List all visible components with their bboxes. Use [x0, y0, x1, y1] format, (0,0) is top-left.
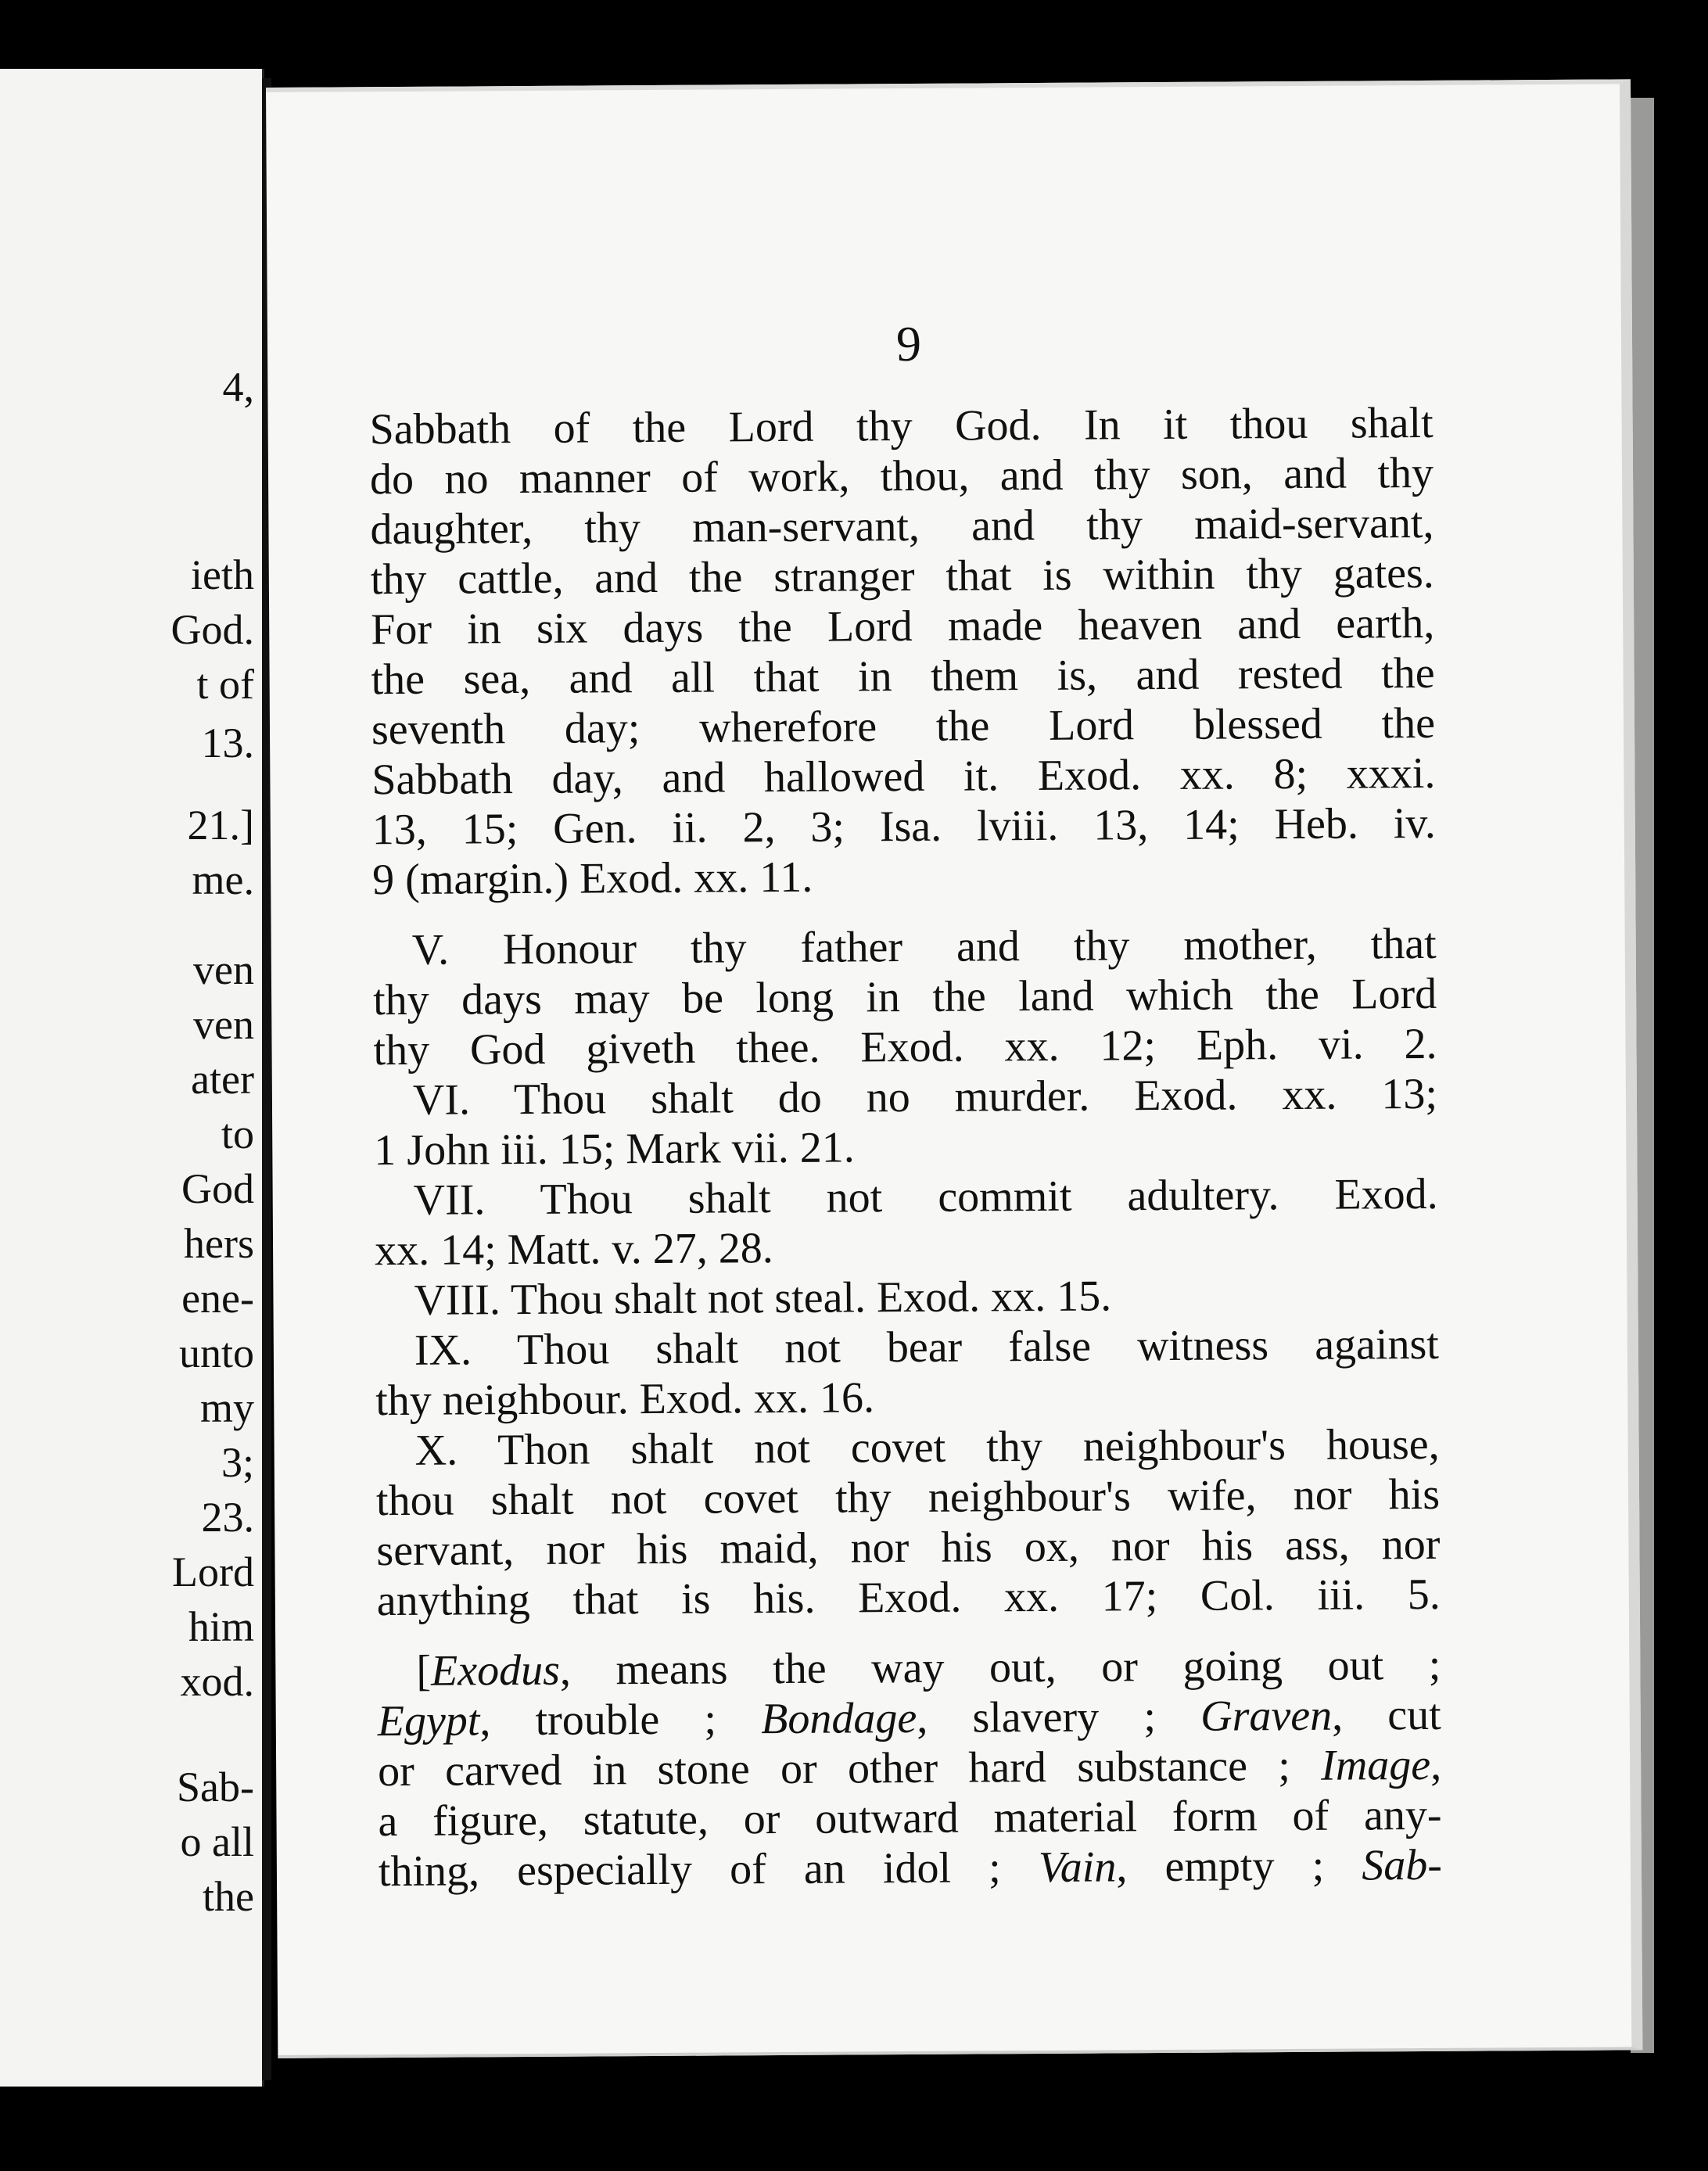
text-line: do no manner of work, thou, and thy son, and thy: [369, 448, 1434, 504]
page-number: 9: [895, 315, 922, 372]
paragraph-commandment-6: [374, 1069, 1438, 1175]
left-fragment: 3;: [221, 1439, 254, 1486]
text-line: xx. 14; Matt. v. 27, 28.: [374, 1224, 773, 1276]
glossary-line: or carved in stone or other hard substance ; Image,: [377, 1740, 1442, 1796]
left-fragment: ater: [191, 1056, 254, 1103]
text-line: thy cattle, and the stranger that is within thy gates.: [370, 548, 1435, 605]
left-fragment: him: [188, 1603, 254, 1650]
glossary-term: Sab-: [1362, 1840, 1443, 1890]
text-line: Sabbath of the Lord thy God. In it thou shalt: [369, 398, 1434, 454]
left-fragment: ene-: [181, 1275, 254, 1322]
text-line: thy God giveth thee. Exod. xx. 12; Eph. vi. 2.: [373, 1019, 1437, 1075]
paragraph-commandment-9: [375, 1319, 1440, 1426]
glossary-term: Vain: [1038, 1843, 1117, 1893]
glossary-line: a figure, statute, or outward material form of any-: [378, 1790, 1442, 1846]
left-fragment: 23.: [201, 1494, 254, 1541]
paragraph-sabbath-continued: [369, 398, 1436, 905]
facing-page-fragment: [0, 69, 264, 2087]
left-fragment: o all: [180, 1818, 254, 1865]
left-fragment: t of: [196, 661, 254, 708]
left-fragment: ieth: [191, 551, 254, 598]
left-fragment: unto: [178, 1330, 254, 1376]
paragraph-commandment-10: [375, 1419, 1441, 1626]
text-line: VIII. Thou shalt not steal. Exod. xx. 15.: [414, 1272, 1112, 1325]
text-line: VI. Thou shalt do no murder. Exod. xx. 13;: [412, 1069, 1438, 1125]
left-fragment: me.: [192, 856, 254, 903]
left-fragment: xod.: [180, 1658, 254, 1705]
text-line: IX. Thou shalt not bear false witness against: [414, 1319, 1440, 1375]
glossary-line: thing, especially of an idol ; Vain, empty ; Sab-: [378, 1840, 1443, 1896]
glossary-line: [Exodus, means the way out, or going out ;: [416, 1640, 1441, 1696]
left-fragment: to: [221, 1111, 254, 1157]
text-line: the sea, and all that in them is, and rested the: [371, 648, 1435, 705]
left-fragment: Lord: [172, 1548, 254, 1595]
left-fragment: God.: [170, 606, 254, 653]
text-line: X. Thon shalt not covet thy neighbour's house,: [414, 1419, 1440, 1475]
left-fragment: ven: [193, 946, 254, 993]
page-text: [369, 398, 1442, 1896]
text-line: 13, 15; Gen. ii. 2, 3; Isa. lviii. 13, 14; Heb. iv.: [371, 798, 1436, 855]
left-fragment: ven: [193, 1001, 254, 1048]
glossary-line: Egypt, trouble ; Bondage, slavery ; Graven, cut: [377, 1690, 1441, 1746]
text-line: V. Honour thy father and thy mother, that: [411, 919, 1437, 974]
left-fragment: hers: [184, 1220, 254, 1267]
glossary-term: Exodus: [430, 1645, 561, 1696]
glossary-term: Egypt: [377, 1696, 480, 1746]
text-line: VII. Thou shalt not commit adultery. Exod.: [413, 1169, 1438, 1225]
left-fragment: my: [199, 1384, 254, 1431]
text-line: For in six days the Lord made heaven and earth,: [371, 598, 1435, 655]
text-line: thy neighbour. Exod. xx. 16.: [375, 1373, 875, 1426]
left-fragment: God: [181, 1165, 254, 1212]
left-fragment: the: [203, 1873, 254, 1920]
text-line: seventh day; wherefore the Lord blessed the: [371, 698, 1436, 755]
glossary-term: Graven: [1200, 1691, 1333, 1741]
left-fragment: 4,: [222, 364, 254, 411]
text-line: servant, nor his maid, nor his ox, nor his ass, nor: [376, 1520, 1441, 1576]
glossary-term: Image: [1320, 1740, 1431, 1790]
paragraph-commandment-8: [375, 1269, 1438, 1326]
glossary-note: [377, 1640, 1442, 1896]
text-line: thou shalt not covet thy neighbour's wife, nor his: [375, 1469, 1441, 1526]
glossary-term: Bondage: [761, 1693, 917, 1744]
paragraph-commandment-7: [375, 1169, 1439, 1276]
left-fragment: Sab-: [177, 1764, 254, 1810]
book-page: [266, 79, 1642, 2058]
text-line: anything that is his. Exod. xx. 17; Col. iii. 5.: [376, 1570, 1441, 1626]
paragraph-commandment-5: [373, 919, 1437, 1075]
text-line: daughter, thy man-servant, and thy maid-servant,: [370, 498, 1434, 554]
text-line: Sabbath day, and hallowed it. Exod. xx. 8; xxxi.: [371, 748, 1436, 805]
text-line: 9 (margin.) Exod. xx. 11.: [372, 852, 813, 905]
left-fragment: 13.: [201, 719, 254, 766]
text-line: thy days may be long in the land which the Lord: [372, 969, 1437, 1025]
left-fragment: 21.]: [187, 802, 254, 849]
text-line: 1 John iii. 15; Mark vii. 21.: [374, 1123, 855, 1175]
